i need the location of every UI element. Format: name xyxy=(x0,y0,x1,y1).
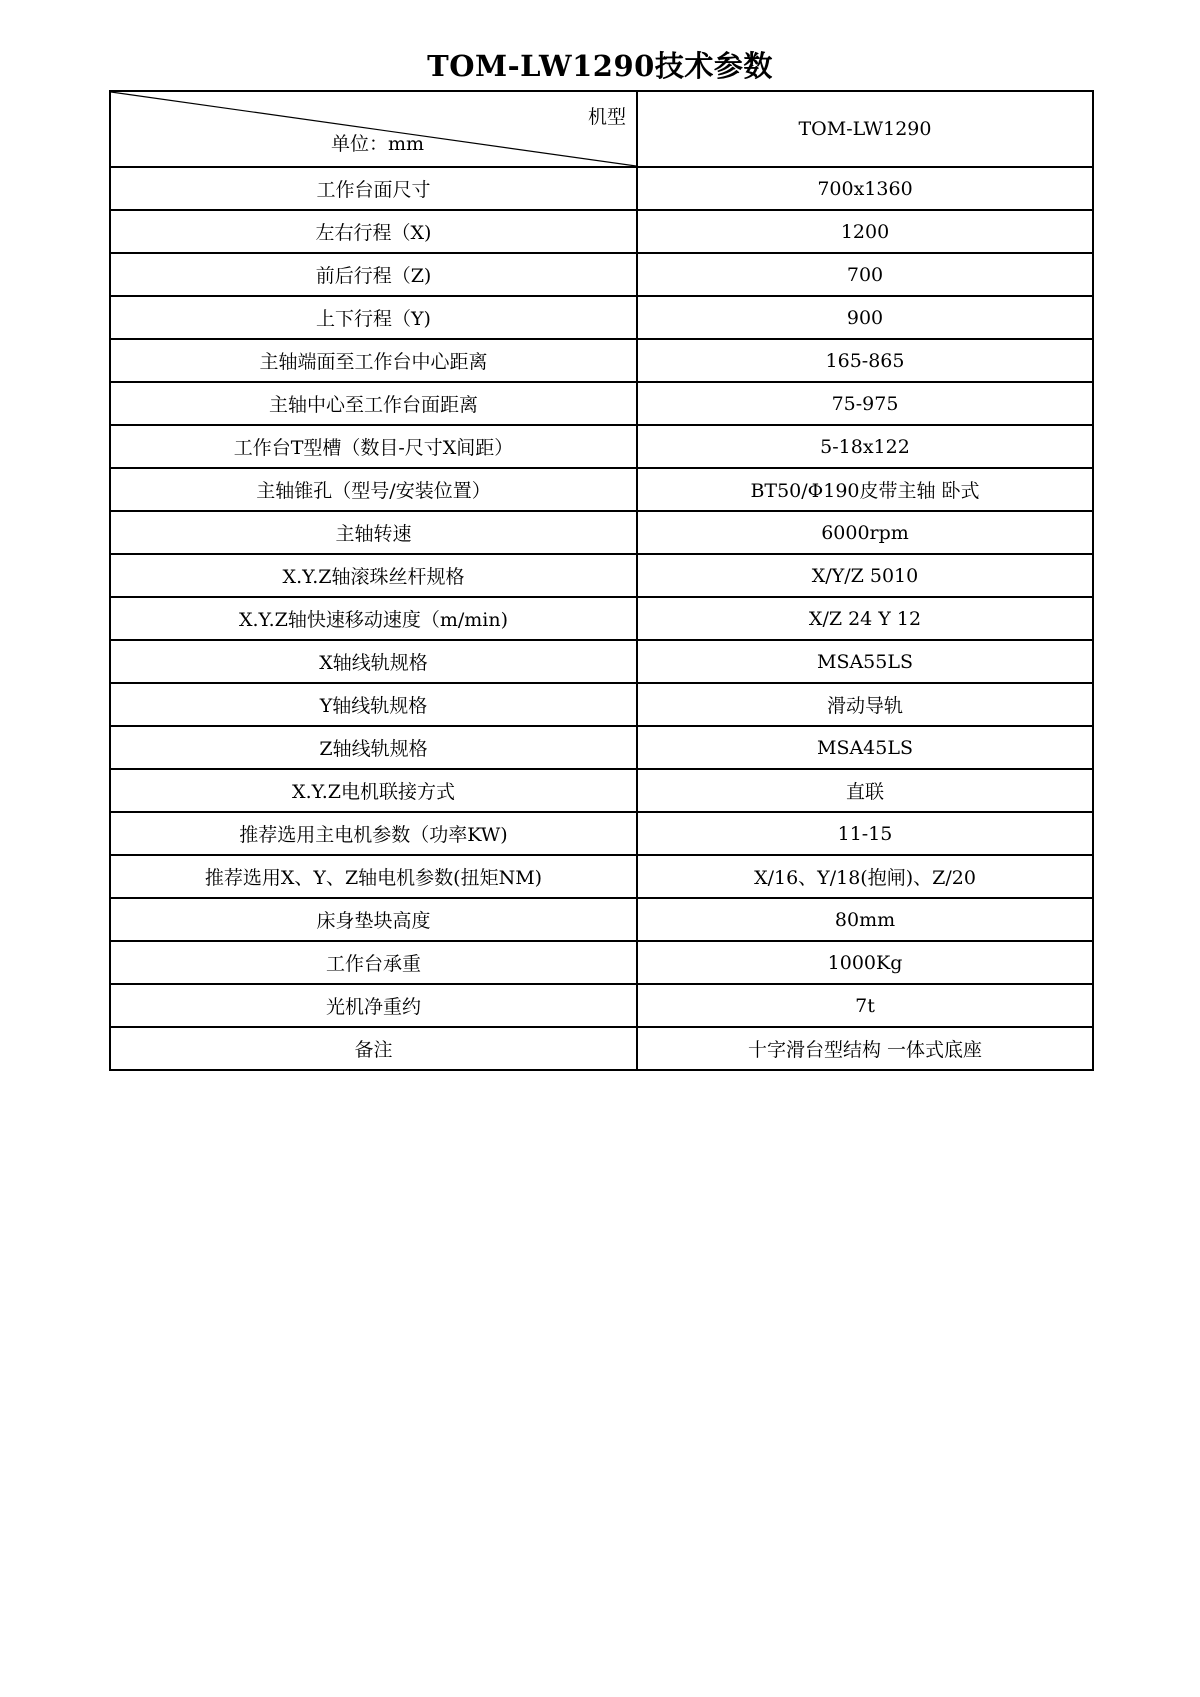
spec-label: 主轴端面至工作台中心距离 xyxy=(110,339,637,382)
table-row xyxy=(110,167,1093,210)
spec-value: 900 xyxy=(637,296,1093,339)
unit-label: 单位：mm xyxy=(331,133,425,155)
spec-label: 前后行程（Z) xyxy=(110,253,637,296)
table-row xyxy=(110,941,1093,984)
spec-label: X.Y.Z电机联接方式 xyxy=(110,769,637,812)
table-row xyxy=(110,554,1093,597)
table-row xyxy=(110,726,1093,769)
table-row xyxy=(110,898,1093,941)
spec-label: 推荐选用主电机参数（功率KW) xyxy=(110,812,637,855)
spec-label: Y轴线轨规格 xyxy=(110,683,637,726)
spec-value: 75-975 xyxy=(637,382,1093,425)
spec-table xyxy=(109,90,1094,1071)
spec-value: 165-865 xyxy=(637,339,1093,382)
spec-label: 主轴转速 xyxy=(110,511,637,554)
spec-label: X轴线轨规格 xyxy=(110,640,637,683)
model-label: 机型 xyxy=(587,106,626,128)
spec-value: 80mm xyxy=(637,898,1093,941)
table-row xyxy=(110,468,1093,511)
spec-value: MSA55LS xyxy=(637,640,1093,683)
spec-label: 工作台面尺寸 xyxy=(110,167,637,210)
table-row xyxy=(110,640,1093,683)
diagonal-header-cell xyxy=(110,91,637,167)
spec-label: 推荐选用X、Y、Z轴电机参数(扭矩NM) xyxy=(110,855,637,898)
spec-value: 7t xyxy=(637,984,1093,1027)
spec-value: 十字滑台型结构 一体式底座 xyxy=(637,1027,1093,1070)
spec-label: 上下行程（Y) xyxy=(110,296,637,339)
spec-label: 左右行程（X) xyxy=(110,210,637,253)
table-row xyxy=(110,769,1093,812)
spec-value: X/16、Y/18(抱闸)、Z/20 xyxy=(637,855,1093,898)
spec-value: 6000rpm xyxy=(637,511,1093,554)
spec-value: 直联 xyxy=(637,769,1093,812)
spec-value: 1200 xyxy=(637,210,1093,253)
table-row xyxy=(110,1027,1093,1070)
table-row xyxy=(110,253,1093,296)
spec-value: X/Z 24 Y 12 xyxy=(637,597,1093,640)
table-row xyxy=(110,339,1093,382)
spec-label: 备注 xyxy=(110,1027,637,1070)
spec-label: X.Y.Z轴滚珠丝杆规格 xyxy=(110,554,637,597)
spec-label: 工作台承重 xyxy=(110,941,637,984)
spec-value: 滑动导轨 xyxy=(637,683,1093,726)
spec-label: 工作台T型槽（数目-尺寸X间距） xyxy=(110,425,637,468)
table-row xyxy=(110,210,1093,253)
table-row xyxy=(110,597,1093,640)
spec-value: 5-18x122 xyxy=(637,425,1093,468)
table-row xyxy=(110,683,1093,726)
table-row xyxy=(110,984,1093,1027)
spec-label: Z轴线轨规格 xyxy=(110,726,637,769)
model-value: TOM-LW1290 xyxy=(637,91,1093,167)
spec-label: 主轴中心至工作台面距离 xyxy=(110,382,637,425)
table-row xyxy=(110,425,1093,468)
table-row xyxy=(110,296,1093,339)
spec-table-body xyxy=(110,91,1093,1070)
table-row xyxy=(110,511,1093,554)
spec-label: X.Y.Z轴快速移动速度（m/min) xyxy=(110,597,637,640)
spec-value: 700 xyxy=(637,253,1093,296)
spec-value: 1000Kg xyxy=(637,941,1093,984)
page-title: TOM-LW1290技术参数 xyxy=(427,49,773,83)
spec-value: 11-15 xyxy=(637,812,1093,855)
spec-value: MSA45LS xyxy=(637,726,1093,769)
header-row xyxy=(110,91,1093,167)
spec-value: 700x1360 xyxy=(637,167,1093,210)
table-row xyxy=(110,382,1093,425)
table-row xyxy=(110,812,1093,855)
spec-label: 主轴锥孔（型号/安装位置） xyxy=(110,468,637,511)
spec-value: BT50/Φ190皮带主轴 卧式 xyxy=(637,468,1093,511)
table-row xyxy=(110,855,1093,898)
spec-label: 光机净重约 xyxy=(110,984,637,1027)
spec-value: X/Y/Z 5010 xyxy=(637,554,1093,597)
spec-label: 床身垫块高度 xyxy=(110,898,637,941)
